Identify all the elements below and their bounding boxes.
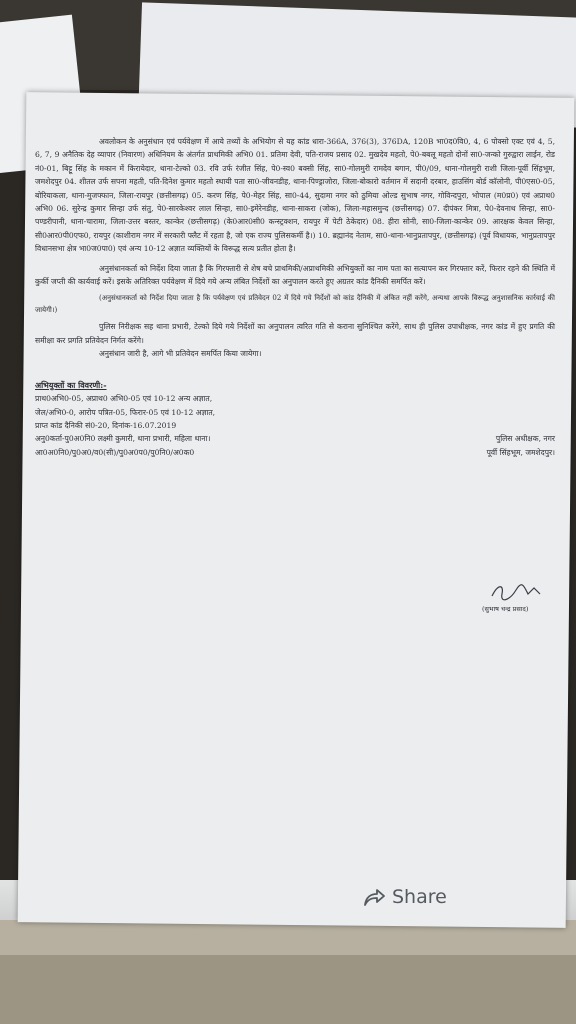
handwritten-signature [490,582,550,604]
paragraph-findings: अवलोकन के अनुसंधान एवं पर्यवेक्षण में आये तथ्यों के अभियोग से यह कांड धारा-366A, 376(3), 376DA, 120B भा0द0वि0, 4, 6 पोक्सो एक्ट एवं 4, 5, 6, 7, 9 अनैतिक देह व्यापार (निवारण) अधिनियम के अंतर्गत प्राथमिकी अभि0 01. प्रतिमा देवी, पति-राजय प्रसाद 02. मुखदेव महतो, पे0-बबलू महतो दोनों सा0-जन्को गुरुद्वारा लाईन, रोड नं0-01, बिट्टू सिंह के मकान में किरायेदार, थाना-टेल्को 03. रवि उर्फ रंजीत सिंह, पे0-स्व0 बक्सी सिंह, सा0-गोलमुरी रामदेव बगान, पी0/09, थाना-गोलमुरी राशी जिला-पूर्वी सिंहभूम, जमशेदपुर 04. शीतल उर्फ सपना महती, पति-दिनेश कुमार महतो स्थायी पता सा0-जीवनडीह, थाना-पिण्ड्राजोरा, जिला-बोकारो वर्तमान में सदानी दरबार, हाउसिंग बोर्ड कॉलोनी, पी0एस0-05, बोरियाकला, थाना-मुजफ्फान, जिला-रायपुर (छत्तीसगढ़) 05. करण सिंह, पे0-मेहर सिंह, सा0-44, सुदामा नगर को ठुमिया ओल्ड सुभाष नगर, गोविन्दपुरा, भोपाल (म0प्र0) एवं अप्राथ0 अभि0 06. सुरेन्द्र कुमार सिन्हा उर्फ संतु, पे0-सारकेश्वर लाल सिन्हा, सा0-इमेरेनडीह, थाना-साकरा (जोक), जिला-महासमुन्द (छत्तीसगढ़) 07. दीपंकर मित्रा, पे0-देवनाथ सिन्हा, सा0-पण्डरीपानी, थाना-चारामा, जिला-उत्तर बस्तर, कान्केर (छत्तीसगढ़) (के0आर0सी0 कन्स्ट्रक्शन, रायपुर में पेटी ठेकेदार) 08. हीरा सोनी, सा0-जिला-कान्केर 09. आरक्षक केवल सिन्हा, सी0आर0पी0एफ0, रायपुर (काशीराम नगर में सरकारी फ्लैट में रहता है, जो एक राज्य पुलिसकर्मी है।) 10. ब्रह्मानंद नेताम, सा0-थाना-भानुप्रतापपुर, (छत्तीसगढ़) (पूर्व विधायक, भानुप्रतापपुर विधानसभा क्षेत्र भा0ज0पा0) एवं अन्य 10-12 अज्ञात व्यक्तियों के विरूद्ध सत्य प्रतीत होता है। [35,137,555,254]
accused-line-5: आ0अ0नि0/पु0अ0/व0(सी)/पु0अ0प0/पु0नि0/अ0क0 [35,447,195,457]
accused-section-title: अभियुक्तों का विवरणी:- [35,379,107,390]
paragraph-status: अनुसंधान जारी है, आगे भी प्रतिवेदन समर्पित किया जायेगा। [99,349,262,359]
table-surface-lower [0,955,576,1024]
share-button[interactable] [362,886,447,908]
accused-line-2: जेल/अभि0-0, आरोप पत्रित-05, फिरार-05 एवं 10-12 अज्ञात, [35,407,216,417]
paragraph-note: (अनुसंधानकर्ता को निर्देश दिया जाता है कि पर्यवेक्षण एवं प्रतिवेदन 02 में दिये गये निर्देशों को कांड दैनिकी में अंकित नहीं करेंगे, अन्यथा आपके विरूद्ध अनुशासनिक कार्रवाई की जायेगी।) [35,294,555,315]
accused-line-1: प्राथ0अभि0-05, अप्राथ0 अभि0-05 एवं 10-12 अन्य अज्ञात, [35,394,213,404]
document-text [35,135,555,459]
paragraph-inspector: पुलिस निरीक्षक सह थाना प्रभारी, टेल्को दिये गये निर्देशों का अनुपालन त्वरित गति से कराना सुनिश्चित करेंगे, साथ ही पुलिस उपाधीक्षक, नगर कांड में हुए प्रगति की समीक्षा कर प्रगति प्रतिवेदन निर्गत करेंगे। [35,322,555,345]
accused-line-3: प्राप्त कांड दैनिकी सं0-20, दिनांक-16.07.2019 [35,420,177,430]
share-label: Share [392,886,447,908]
share-icon [362,886,386,908]
signature-title-2: पूर्वी सिंहभूम, जमशेदपुर। [486,447,555,457]
signature-title-1: पुलिस अधीक्षक, नगर [495,434,555,444]
signature-name: (सुभाष चन्द्र प्रसाद) [482,605,529,613]
accused-line-4: अनु0कर्ता-पु0अ0नि0 लक्ष्मी कुमारी, थाना प्रभारी, महिला थाना। [35,434,211,444]
paragraph-instructions: अनुसंधानकर्ता को निर्देश दिया जाता है कि गिरफ्तारी से शेष बचे प्राथमिकी/अप्राथमिकी अभियुक्तों का नाम पता का सत्यापन कर गिरफ्तार करें, फिरार रहने की स्थिति में कुर्की जप्ती की कार्यवाई करें। इसके अतिरिक्त पर्यवेक्षण में दिये गये अन्य लंबित निर्देशों का अनुपालन करते हुए अग्रतर कांड दैनिकी समर्पित करें। [35,263,555,287]
